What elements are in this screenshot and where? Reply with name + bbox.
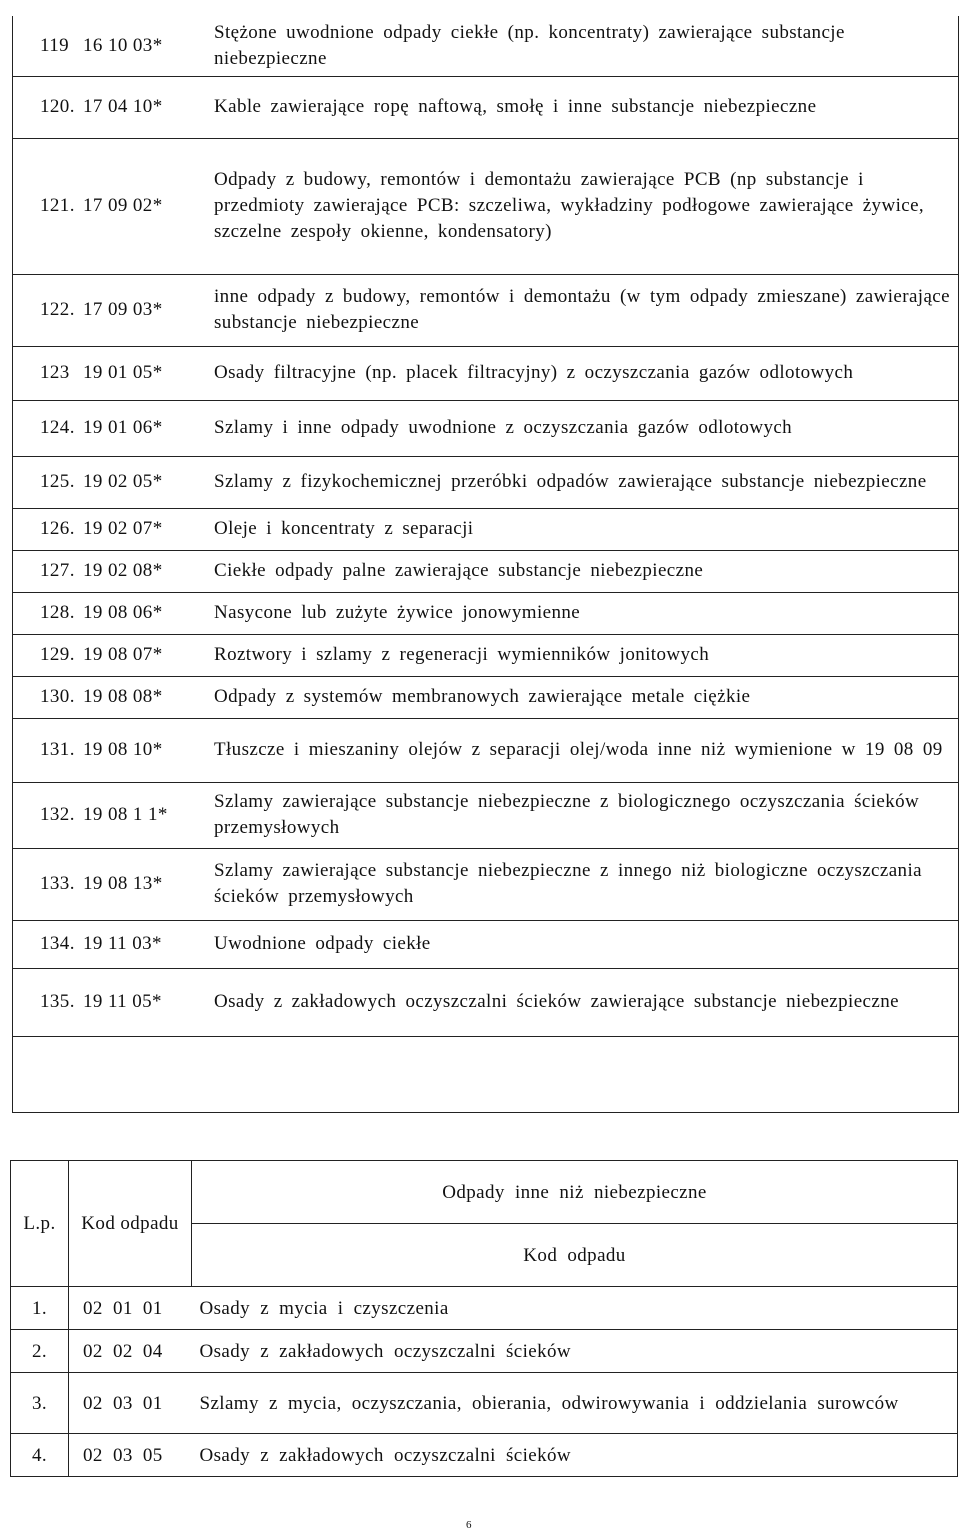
row-number: 122. [12, 274, 83, 346]
table-row [12, 76, 959, 138]
waste-description: inne odpady z budowy, remontów i demontażu (w tym odpady zmieszane) zawierające substancje niebezpieczne [206, 274, 959, 346]
table-row [12, 920, 959, 968]
table-row [12, 592, 959, 634]
table-row [12, 274, 959, 346]
waste-description: Oleje i koncentraty z separacji [206, 508, 959, 550]
waste-code: 19 08 13* [83, 848, 206, 920]
waste-description: Nasycone lub zużyte żywice jonowymienne [206, 592, 959, 634]
waste-code: 02 03 05 [69, 1434, 192, 1477]
table-row [11, 1330, 958, 1373]
waste-description: Osady z mycia i czyszczenia [192, 1287, 958, 1330]
waste-code: 19 01 05* [83, 346, 206, 400]
row-number: 123 [12, 346, 83, 400]
row-number: 1. [11, 1287, 69, 1330]
table-row [11, 1434, 958, 1477]
waste-description: Osady z zakładowych oczyszczalni ścieków [192, 1434, 958, 1477]
table-row [12, 718, 959, 782]
waste-code: 19 02 05* [83, 456, 206, 508]
waste-code: 02 03 01 [69, 1373, 192, 1434]
row-number: 129. [12, 634, 83, 676]
waste-description: Osady z zakładowych oczyszczalni ścieków zawierające substancje niebezpieczne [206, 968, 959, 1036]
waste-description: Odpady z budowy, remontów i demontażu zawierające PCB (np substancje i przedmioty zawierające PCB: szczeliwa, wykładziny podłogowe zawierające żywice, szczelne zespoły okienne, kondensatory) [206, 138, 959, 274]
waste-code: 17 09 03* [83, 274, 206, 346]
row-number: 4. [11, 1434, 69, 1477]
waste-code: 16 10 03* [83, 16, 206, 76]
waste-code: 19 08 06* [83, 592, 206, 634]
waste-description: Roztwory i szlamy z regeneracji wymienników jonitowych [206, 634, 959, 676]
table-row [12, 550, 959, 592]
table-row [12, 782, 959, 848]
row-number: 127. [12, 550, 83, 592]
row-number: 124. [12, 400, 83, 456]
column-header-lp: L.p. [11, 1161, 69, 1287]
waste-code: 19 08 08* [83, 676, 206, 718]
waste-description: Stężone uwodnione odpady ciekłe (np. koncentraty) zawierające substancje niebezpieczne [206, 16, 959, 76]
table-row [12, 634, 959, 676]
row-number: 120. [12, 76, 83, 138]
waste-code: 19 11 03* [83, 920, 206, 968]
row-number: 128. [12, 592, 83, 634]
table-row [12, 138, 959, 274]
row-number: 126. [12, 508, 83, 550]
row-number: 130. [12, 676, 83, 718]
row-number: 133. [12, 848, 83, 920]
waste-description: Odpady z systemów membranowych zawierające metale ciężkie [206, 676, 959, 718]
waste-description: Ciekłe odpady palne zawierające substancje niebezpieczne [206, 550, 959, 592]
waste-code: 02 01 01 [69, 1287, 192, 1330]
nonhazardous-waste-table [10, 1160, 958, 1477]
waste-description: Szlamy z mycia, oczyszczania, obierania, odwirowywania i oddzielania surowców [192, 1373, 958, 1434]
table-row [12, 346, 959, 400]
waste-description: Tłuszcze i mieszaniny olejów z separacji olej/woda inne niż wymienione w 19 08 09 [206, 718, 959, 782]
table-row [11, 1373, 958, 1434]
waste-code: 19 08 07* [83, 634, 206, 676]
table-row [12, 400, 959, 456]
column-header-desc: Kod odpadu [192, 1224, 958, 1287]
hazardous-waste-table [12, 16, 959, 1037]
row-number: 3. [11, 1373, 69, 1434]
waste-code: 17 09 02* [83, 138, 206, 274]
waste-code: 19 08 10* [83, 718, 206, 782]
waste-description: Szlamy zawierające substancje niebezpieczne z innego niż biologiczne oczyszczania ścieków przemysłowych [206, 848, 959, 920]
waste-code: 19 08 1 1* [83, 782, 206, 848]
waste-code: 19 11 05* [83, 968, 206, 1036]
row-number: 131. [12, 718, 83, 782]
row-number: 134. [12, 920, 83, 968]
table-row [12, 848, 959, 920]
table-row [12, 16, 959, 76]
waste-description: Szlamy zawierające substancje niebezpieczne z biologicznego oczyszczania ścieków przemysłowych [206, 782, 959, 848]
waste-description: Uwodnione odpady ciekłe [206, 920, 959, 968]
row-number: 119 [12, 16, 83, 76]
waste-code: 19 02 08* [83, 550, 206, 592]
waste-description: Osady filtracyjne (np. placek filtracyjny) z oczyszczania gazów odlotowych [206, 346, 959, 400]
waste-description: Szlamy z fizykochemicznej przeróbki odpadów zawierające substancje niebezpieczne [206, 456, 959, 508]
table-row [12, 676, 959, 718]
waste-description: Szlamy i inne odpady uwodnione z oczyszczania gazów odlotowych [206, 400, 959, 456]
row-number: 125. [12, 456, 83, 508]
waste-code: 17 04 10* [83, 76, 206, 138]
waste-code: 19 01 06* [83, 400, 206, 456]
table-row [12, 456, 959, 508]
row-number: 2. [11, 1330, 69, 1373]
table-row [12, 968, 959, 1036]
row-number: 121. [12, 138, 83, 274]
table-row [12, 508, 959, 550]
column-header-code: Kod odpadu [69, 1161, 192, 1287]
waste-code: 02 02 04 [69, 1330, 192, 1373]
row-number: 132. [12, 782, 83, 848]
table-title: Odpady inne niż niebezpieczne [192, 1161, 958, 1224]
waste-description: Kable zawierające ropę naftową, smołę i inne substancje niebezpieczne [206, 76, 959, 138]
row-number: 135. [12, 968, 83, 1036]
waste-code: 19 02 07* [83, 508, 206, 550]
page-number: 6 [466, 1519, 472, 1531]
table-row [11, 1287, 958, 1330]
waste-description: Osady z zakładowych oczyszczalni ścieków [192, 1330, 958, 1373]
